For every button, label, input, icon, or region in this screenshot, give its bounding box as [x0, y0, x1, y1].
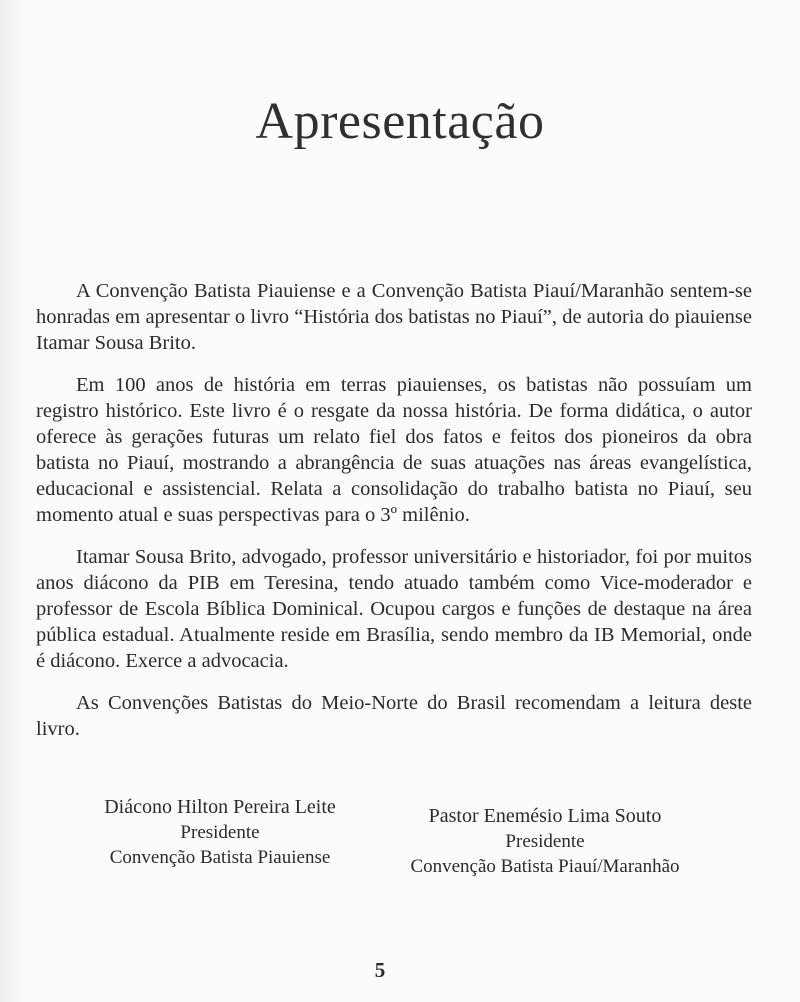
paragraph-1: A Convenção Batista Piauiense e a Convenção Batista Piauí/Maranhão sentem-se honradas em apresentar o livro “História dos batistas no Piauí”, de autoria do piauiense Itamar Sousa Brito. [36, 280, 752, 354]
signature-right [395, 804, 695, 879]
signature-role: Presidente [505, 831, 585, 852]
paragraph-3: Itamar Sousa Brito, advogado, professor universitário e historiador, foi por muitos anos diácono da PIB em Teresina, tendo atuado também como Vice-moderador e professor de Escola Bíblica Dominical. Ocupou cargos e funções de destaque na área pública estadual. Atualmente reside em Brasília, sendo membro da IB Memorial, onde é diácono. Exerce a advocacia. [36, 546, 752, 672]
paragraph-2: Em 100 anos de história em terras piauienses, os batistas não possuíam um registro histórico. Este livro é o resgate da nossa história. De forma didática, o autor oferece às gerações futuras um relato fiel dos fatos e feitos dos pioneiros da obra batista no Piauí, mostrando a abrangência de suas atuações nas áreas evangelística, educacional e assistencial. Relata a consolidação do trabalho batista no Piauí, seu momento atual e suas perspectivas para o 3º milênio. [36, 374, 752, 526]
signature-left [70, 795, 370, 870]
page-title: Apresentação [255, 93, 545, 150]
signature-name: Diácono Hilton Pereira Leite [104, 796, 336, 818]
signature-organization: Convenção Batista Piauí/Maranhão [410, 856, 680, 877]
page-number: 5 [374, 958, 386, 982]
paragraph-4: As Convenções Batistas do Meio-Norte do Brasil recomendam a leitura deste livro. [36, 692, 752, 740]
document-body [36, 278, 752, 758]
signature-role: Presidente [180, 822, 260, 843]
signature-name: Pastor Enemésio Lima Souto [428, 805, 662, 827]
signature-organization: Convenção Batista Piauiense [109, 847, 331, 868]
